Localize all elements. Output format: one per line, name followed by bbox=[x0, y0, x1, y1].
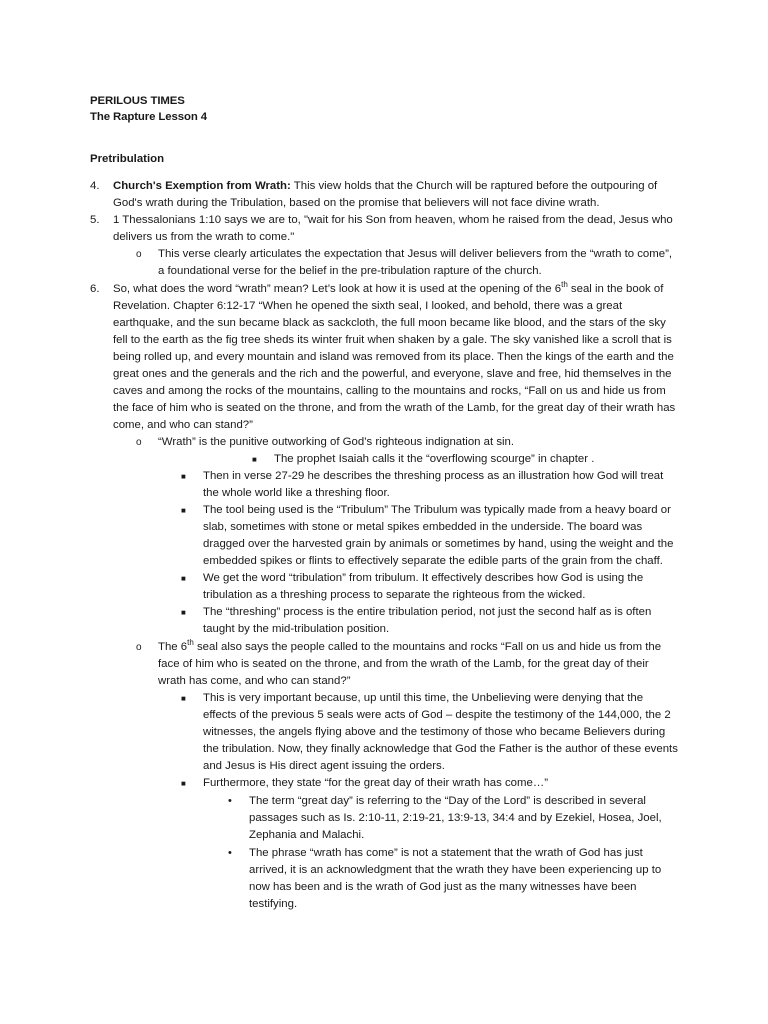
square-marker: ■ bbox=[181, 779, 186, 788]
bullet-marker: • bbox=[228, 795, 232, 807]
item-text: So, what does the word “wrath” mean? Let’s look at how it is used at the opening of the 6th seal in the book of Revelation. Chapter 6:12-17 “When he opened the sixth seal, I looked, and behold, there was a great earthquake, and the sun became black as sackcloth, the full moon became like blood, and the stars of the sky fell to the earth as the fig tree sheds its winter fruit when shaken by a gale. The sky vanished like a scroll that is being rolled up, and every mountain and island was removed from its place. Then the kings of the earth and the great ones and the generals and the rich and the powerful, and everyone, slave and free, hid themselves in the caves and among the rocks of the mountains, calling to the mountains and rocks, “Fall on us and hide us from the face of him who is seated on the throne, and from the wrath of the Lamb, for the great day of their wrath has come, and who can stand?” bbox=[113, 280, 676, 431]
bullet-text: The term “great day” is referring to the “Day of the Lord” is described in several passages such as Is. 2:10-11, 2:19-21, 13:9-13, 34:4 and by Ezekiel, Hosea, Joel, Zephania and Malachi. bbox=[249, 795, 662, 841]
subitem-text: The 6th seal also says the people called to the mountains and rocks “Fall on us and hide us from the face of him who is seated on the throne, and from the wrath of the Lamb, for the great day of their wrath has come, and who can stand?” bbox=[158, 638, 662, 687]
square-marker: ■ bbox=[181, 574, 186, 583]
section-heading: Pretribulation bbox=[90, 153, 165, 165]
document-title: PERILOUS TIMES bbox=[90, 95, 185, 107]
subsubitem-text: Furthermore, they state “for the great day of their wrath has come…” bbox=[203, 777, 549, 789]
square-marker: ■ bbox=[181, 506, 186, 515]
item-text: Church's Exemption from Wrath: This view holds that the Church will be raptured before the outpouring of God's wrath during the Tribulation, based on the promise that believers will not face divine wrath. bbox=[113, 180, 658, 209]
subitem-text: This verse clearly articulates the expectation that Jesus will deliver believers from the “wrath to come”, a foundational verse for the belief in the pre-tribulation rapture of the church. bbox=[158, 248, 673, 277]
square-marker: ■ bbox=[252, 455, 257, 464]
bullet-marker: • bbox=[228, 847, 232, 859]
square-marker: ■ bbox=[181, 608, 186, 617]
item-number: 5. bbox=[90, 214, 100, 226]
superscript: th bbox=[187, 638, 194, 648]
item-text: 1 Thessalonians 1:10 says we are to, "wait for his Son from heaven, whom he raised from the dead, Jesus who delivers us from the wrath to come." bbox=[113, 214, 673, 243]
bullet-text: The phrase “wrath has come” is not a statement that the wrath of God has just arrived, it is an acknowledgment that the wrath they have been experiencing up to now has been and is the wrath of God just as the many witnesses have been testifying. bbox=[249, 847, 662, 910]
item-lead: Church's Exemption from Wrath: bbox=[113, 180, 291, 192]
subsubitem-text: This is very important because, up until this time, the Unbelieving were denying that the effects of the previous 5 seals were acts of God – despite the testimony of the 144,000, the 2 witnesses, the angels flying above and the testimony of those who became Believers during the tribulation. Now, they finally acknowledge that God the Father is the author of these events and Jesus is His direct agent issuing the orders. bbox=[203, 692, 678, 772]
subsubitem-text: The prophet Isaiah calls it the “overflowing scourge” in chapter . bbox=[274, 453, 595, 465]
subsubitem-text: The “threshing” process is the entire tribulation period, not just the second half as is often taught by the mid-tribulation position. bbox=[203, 606, 652, 635]
item-number: 6. bbox=[90, 283, 100, 295]
open-circle-marker: o bbox=[136, 249, 142, 260]
subsubitem-text: We get the word “tribulation” from tribulum. It effectively describes how God is using the tribulation as a threshing process to separate the righteous from the wicked. bbox=[203, 572, 644, 601]
subsubitem-text: Then in verse 27-29 he describes the threshing process as an illustration how God will treat the whole world like a threshing floor. bbox=[203, 470, 664, 499]
subitem-text: “Wrath” is the punitive outworking of God’s righteous indignation at sin. bbox=[158, 436, 515, 448]
item-number: 4. bbox=[90, 180, 100, 192]
square-marker: ■ bbox=[181, 694, 186, 703]
open-circle-marker: o bbox=[136, 437, 142, 448]
lesson-subtitle: The Rapture Lesson 4 bbox=[90, 111, 207, 123]
subsubitem-text: The tool being used is the “Tribulum” The Tribulum was typically made from a heavy board or slab, sometimes with stone or metal spikes embedded in the underside. The board was dragged over the harvested grain by animals or sometimes by hand, using the weight and the embedded spikes or flints to effectively separate the edible parts of the grain from the chaff. bbox=[203, 504, 674, 567]
square-marker: ■ bbox=[181, 472, 186, 481]
superscript: th bbox=[561, 280, 568, 290]
open-circle-marker: o bbox=[136, 642, 142, 653]
